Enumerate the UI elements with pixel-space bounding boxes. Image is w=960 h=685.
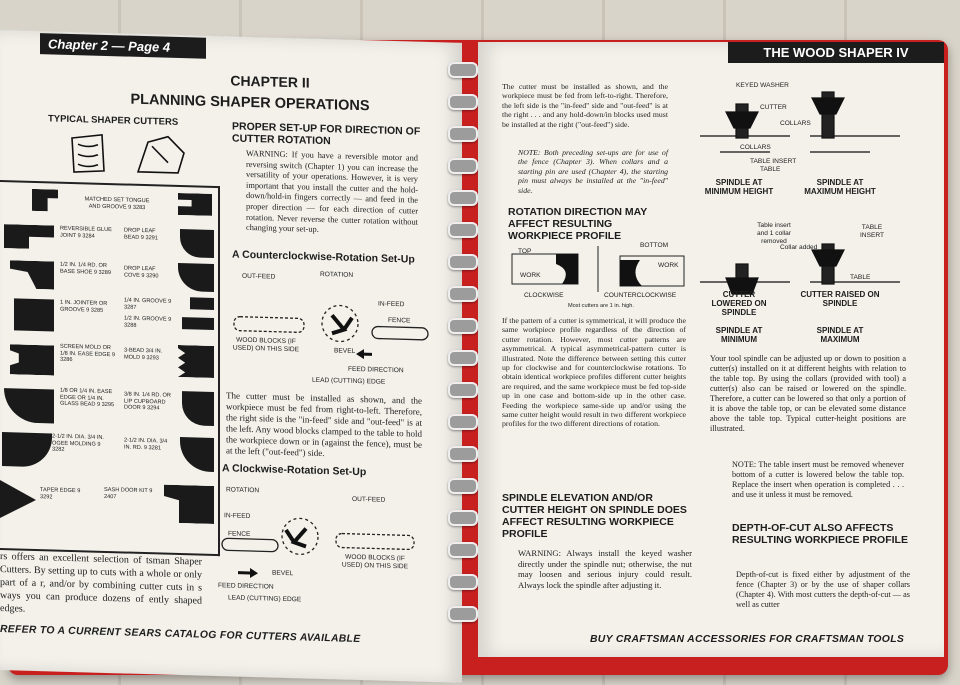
min-label: SPINDLE AT MINIMUM: [715, 326, 763, 344]
table-insert-label: TABLE INSERT: [750, 158, 797, 165]
cutter-label: DROP LEAF BEAD 9 3291: [124, 227, 158, 242]
binding-ring: [448, 510, 478, 526]
ccw-wood-label: WOOD BLOCKS (IF USED) ON THIS SIDE: [232, 336, 300, 354]
ccw-bevel-label: BEVEL: [334, 347, 356, 355]
cutters-heading: TYPICAL SHAPER CUTTERS: [48, 113, 179, 128]
keyed-washer-label: KEYED WASHER: [736, 82, 789, 89]
binding-ring: [448, 542, 478, 558]
cw-infeed-label: IN-FEED: [224, 512, 251, 520]
cutter-profile-shape: [180, 229, 214, 258]
ccw-feed-label: FEED DIRECTION: [348, 365, 404, 375]
cutter-profile-shape: [190, 297, 214, 310]
cutter-profile-shape: [164, 485, 214, 524]
cw-fence-label: FENCE: [228, 530, 251, 538]
cutter-label: SASH DOOR KIT 9 2407: [104, 486, 153, 500]
binding-ring: [448, 126, 478, 142]
binding-ring: [448, 350, 478, 366]
cw-rotation-label: ROTATION: [226, 486, 260, 495]
max-height-label: SPINDLE AT MAXIMUM HEIGHT: [804, 178, 876, 196]
right-page: [478, 42, 944, 657]
cutter-profile-shape: [14, 298, 54, 331]
cutter-label: 3/8 IN. 1/4 RD. OR LIP CUPBOARD DOOR 9 3294: [124, 391, 171, 412]
elevation-warning: WARNING: Always install the keyed washer directly under the spindle nut; otherwise, the nut may loosen and serious injury could result. Always lock the spindle after adjusting it.: [518, 548, 692, 590]
setup-heading: PROPER SET-UP FOR DIRECTION OF CUTTER ROTATION: [232, 120, 421, 148]
depth-heading: DEPTH-OF-CUT ALSO AFFECTS RESULTING WORKPIECE PROFILE: [732, 522, 908, 546]
binding-ring: [448, 574, 478, 590]
cutter-label: 2-1/2 IN. DIA. 3/4 IN. OGEE MOLDING 9 3282: [52, 433, 104, 453]
cw-bevel-label: BEVEL: [272, 569, 294, 578]
binding-ring: [448, 382, 478, 398]
chapter-number: CHAPTER II: [230, 72, 310, 91]
cutter-label: SCREEN MOLD OR 1/8 IN. EASE EDGE 9 3286: [60, 343, 116, 364]
cutter-profile-shape: [182, 391, 214, 426]
binding-ring: [448, 318, 478, 334]
max-label: SPINDLE AT MAXIMUM: [816, 326, 864, 344]
binding-ring: [448, 414, 478, 430]
rot-top-label: TOP: [518, 248, 532, 255]
cutter-profile-shape: [0, 480, 36, 519]
cutter-label: REVERSIBLE GLUE JOINT 9 3284: [60, 225, 112, 240]
ccw-fence-label: FENCE: [388, 316, 411, 325]
cw-edge-label: LEAD (CUTTING) EDGE: [228, 594, 302, 604]
binding-ring: [448, 286, 478, 302]
binding-ring: [448, 478, 478, 494]
cutter-label: 2-1/2 IN. DIA. 3/4 IN. RD. 9 3281: [124, 437, 168, 452]
rot-bottom-label: BOTTOM: [640, 242, 669, 249]
cutter-profile-shape: [178, 263, 214, 292]
binding-ring: [448, 222, 478, 238]
binding-ring: [448, 254, 478, 270]
cutter-label: DROP LEAF COVE 9 3290: [124, 265, 159, 280]
cutter-label: CUTTER: [760, 104, 787, 111]
right-page-footer: BUY CRAFTSMAN ACCESSORIES FOR CRAFTSMAN TOOLS: [590, 634, 905, 645]
cutter-profile-shape: [178, 193, 212, 216]
cw-wood-label: WOOD BLOCKS (IF USED) ON THIS SIDE: [341, 553, 409, 571]
cutter-profile-shape: [32, 189, 58, 212]
ccw-outfeed-label: OUT-FEED: [242, 272, 276, 281]
intro-text: The cutter must be installed as shown, and the workpiece must be fed from left-to-right. Therefore, the left side is the "in-feed" side and "out-feed" is at the right . . . and any hold-down/in blocks used must be installed at the right ("out-feed") side.: [502, 82, 668, 129]
cutter-selection-text: rs offers an excellent selection of tsman Shaper Cutters. By setting up to cuts with a whole or only part of a r, and/or by combining cutter cuts in s ways you can produce dozens of ently shaped edges.: [0, 551, 202, 615]
cutter-label: 1/8 OR 1/4 IN. EASE EDGE OR 1/4 IN. GLASS BEAD 9 3295: [60, 387, 115, 409]
right-page-header: THE WOOD SHAPER IV: [728, 42, 944, 63]
table-label: TABLE: [760, 166, 781, 173]
table-insert-label: TABLE INSERT: [859, 224, 885, 239]
cw-diagram: [218, 482, 418, 608]
cutter-profile-shape: [4, 224, 54, 249]
rot-clockwise-label: CLOCKWISE: [524, 292, 564, 299]
cutter-label: 1 IN. JOINTER OR GROOVE 9 3285: [60, 299, 108, 314]
binding-ring: [448, 606, 478, 622]
rot-counterclockwise-label: COUNTERCLOCKWISE: [604, 292, 677, 299]
spindle-text: Your tool spindle can be adjusted up or down to position a cutter(s) installed on it at different heights with relation to the table top. By using the collars (provided with tool) a cutter(s) also can be raised or lowered on the spindle. Therefore, a cutter can be lowered so that only a portion of it is above the table top, or can be elevated some distance above the table top. Typical cutter-height positions are illustrated.: [710, 354, 906, 433]
binding-ring: [448, 446, 478, 462]
cw-outfeed-label: OUT-FEED: [352, 495, 386, 504]
rotation-diagram: [508, 240, 688, 310]
cw-feed-label: FEED DIRECTION: [218, 582, 274, 591]
rotation-explanation: If the pattern of a cutter is symmetrical, it will produce the same workpiece profile regardless of the direction of cutter rotation. However, most cutter patterns are asymmetrical. A typical asymmetrical-pattern cutter is illustrated. Note the difference between setting this cutter up for clockwise and for counterclockwise rotations. To obtain identical workpiece profiles different cutter heights are required, and the same workpiece must be fed top-side up in one case and bottom-side up in the other case. Feeding the workpiece same-side up and/or using the same cutter height would result in two different workpiece profiles for the two different directions of rotation.: [502, 316, 686, 429]
cutter-profile-shape: [10, 260, 54, 289]
ccw-heading: A Counterclockwise-Rotation Set-Up: [232, 248, 415, 266]
cutter-profile-shape: [10, 344, 54, 375]
collar-added-label: Collar added: [780, 244, 818, 251]
collars-label: COLLARS: [780, 120, 811, 127]
binding-ring: [448, 158, 478, 174]
cutter-illustration: [68, 130, 208, 180]
cutter-label: 1/4 IN. GROOVE 9 3287: [124, 297, 172, 311]
chapter-title: PLANNING SHAPER OPERATIONS: [130, 91, 370, 115]
note-text: NOTE: Both preceding set-ups are for use of the fence (Chapter 3). When collars and a starting pin are used (Chapter 4), the starting pin must always be installed at the "in-feed" side.: [518, 148, 668, 195]
rot-work-label: WORK: [520, 272, 541, 279]
cw-heading: A Clockwise-Rotation Set-Up: [222, 462, 367, 479]
left-page-header: Chapter 2 — Page 4: [40, 33, 206, 59]
cutter-label: TAPER EDGE 9 3292: [40, 487, 81, 501]
cutter-profile-shape: [2, 432, 52, 467]
binding-ring: [448, 94, 478, 110]
cutter-profile-shape: [4, 388, 54, 423]
ccw-edge-label: LEAD (CUTTING) EDGE: [312, 376, 386, 386]
rot-small-note: Most cutters are 1 in. high.: [568, 303, 634, 309]
cutter-label: MATCHED SET TONGUE AND GROOVE 9 3283: [84, 196, 150, 211]
binding-ring: [448, 62, 478, 78]
cutter-label: 1/2 IN. 1/4 RD. OR BASE SHOE 9 3289: [60, 261, 111, 276]
table-label: TABLE: [850, 274, 871, 281]
cutter-profile-shape: [182, 317, 214, 330]
rotation-heading: ROTATION DIRECTION MAY AFFECT RESULTING WORKPIECE PROFILE: [508, 206, 648, 242]
min-height-label: SPINDLE AT MINIMUM HEIGHT: [704, 178, 774, 196]
binding-ring: [448, 190, 478, 206]
cutter-label: 3-BEAD 3/4 IN. MOLD 9 3293: [124, 347, 163, 362]
left-page: [0, 30, 462, 683]
cutter-profile-shape: [180, 437, 214, 472]
spindle-figures: [700, 82, 900, 352]
insert-removed-label: Table insert and 1 collar removed: [756, 222, 792, 245]
cutter-raised-label: CUTTER RAISED ON SPINDLE: [800, 290, 880, 308]
ccw-diagram: [232, 268, 432, 394]
insert-note: NOTE: The table insert must be removed whenever bottom of a cutter is lowered below the table top. Replace the insert when operation is completed . . . and use it unless it must be removed.: [732, 460, 904, 499]
collars-label: COLLARS: [740, 144, 771, 151]
ccw-explanation: The cutter must be installed as shown, and the workpiece must be fed from right-to-left. Therefore, the right side is the "in-feed" side and "out-feed" is at the left. Any wood blocks clamped to the table to hold the workpiece down or in (against the fence), must be at the left ("out-feed") side.: [226, 390, 422, 459]
ccw-rotation-label: ROTATION: [320, 270, 354, 279]
ccw-infeed-label: IN-FEED: [378, 300, 405, 309]
warning-text: WARNING: If you have a reversible motor and reversing switch (Chapter 1) you can increase the versatility of your operations. However, it is very important that you install the cutter and the hold-down/hold-in fingers correctly — and feed in the proper direction — for each direction of cutter rotation. Never reverse the cutter rotation without changing your set-up.: [246, 148, 418, 235]
cutter-label: 1/2 IN. GROOVE 9 3288: [124, 315, 172, 329]
cutter-profile-panel: [0, 180, 220, 556]
cutter-profile-shape: [178, 345, 214, 378]
left-page-footer: REFER TO A CURRENT SEARS CATALOG FOR CUTTERS AVAILABLE: [0, 624, 361, 646]
cutter-lowered-label: CUTTER LOWERED ON SPINDLE: [711, 290, 767, 317]
elevation-heading: SPINDLE ELEVATION AND/OR CUTTER HEIGHT ON SPINDLE DOES AFFECT RESULTING WORKPIECE PROFILE: [502, 492, 687, 540]
rot-work-label: WORK: [658, 262, 679, 269]
depth-text: Depth-of-cut is fixed either by adjustment of the fence (Chapter 3) or by the use of shaper collars (Chapter 4). With most cutters the depth-of-cut — as well as cutter: [736, 570, 910, 609]
